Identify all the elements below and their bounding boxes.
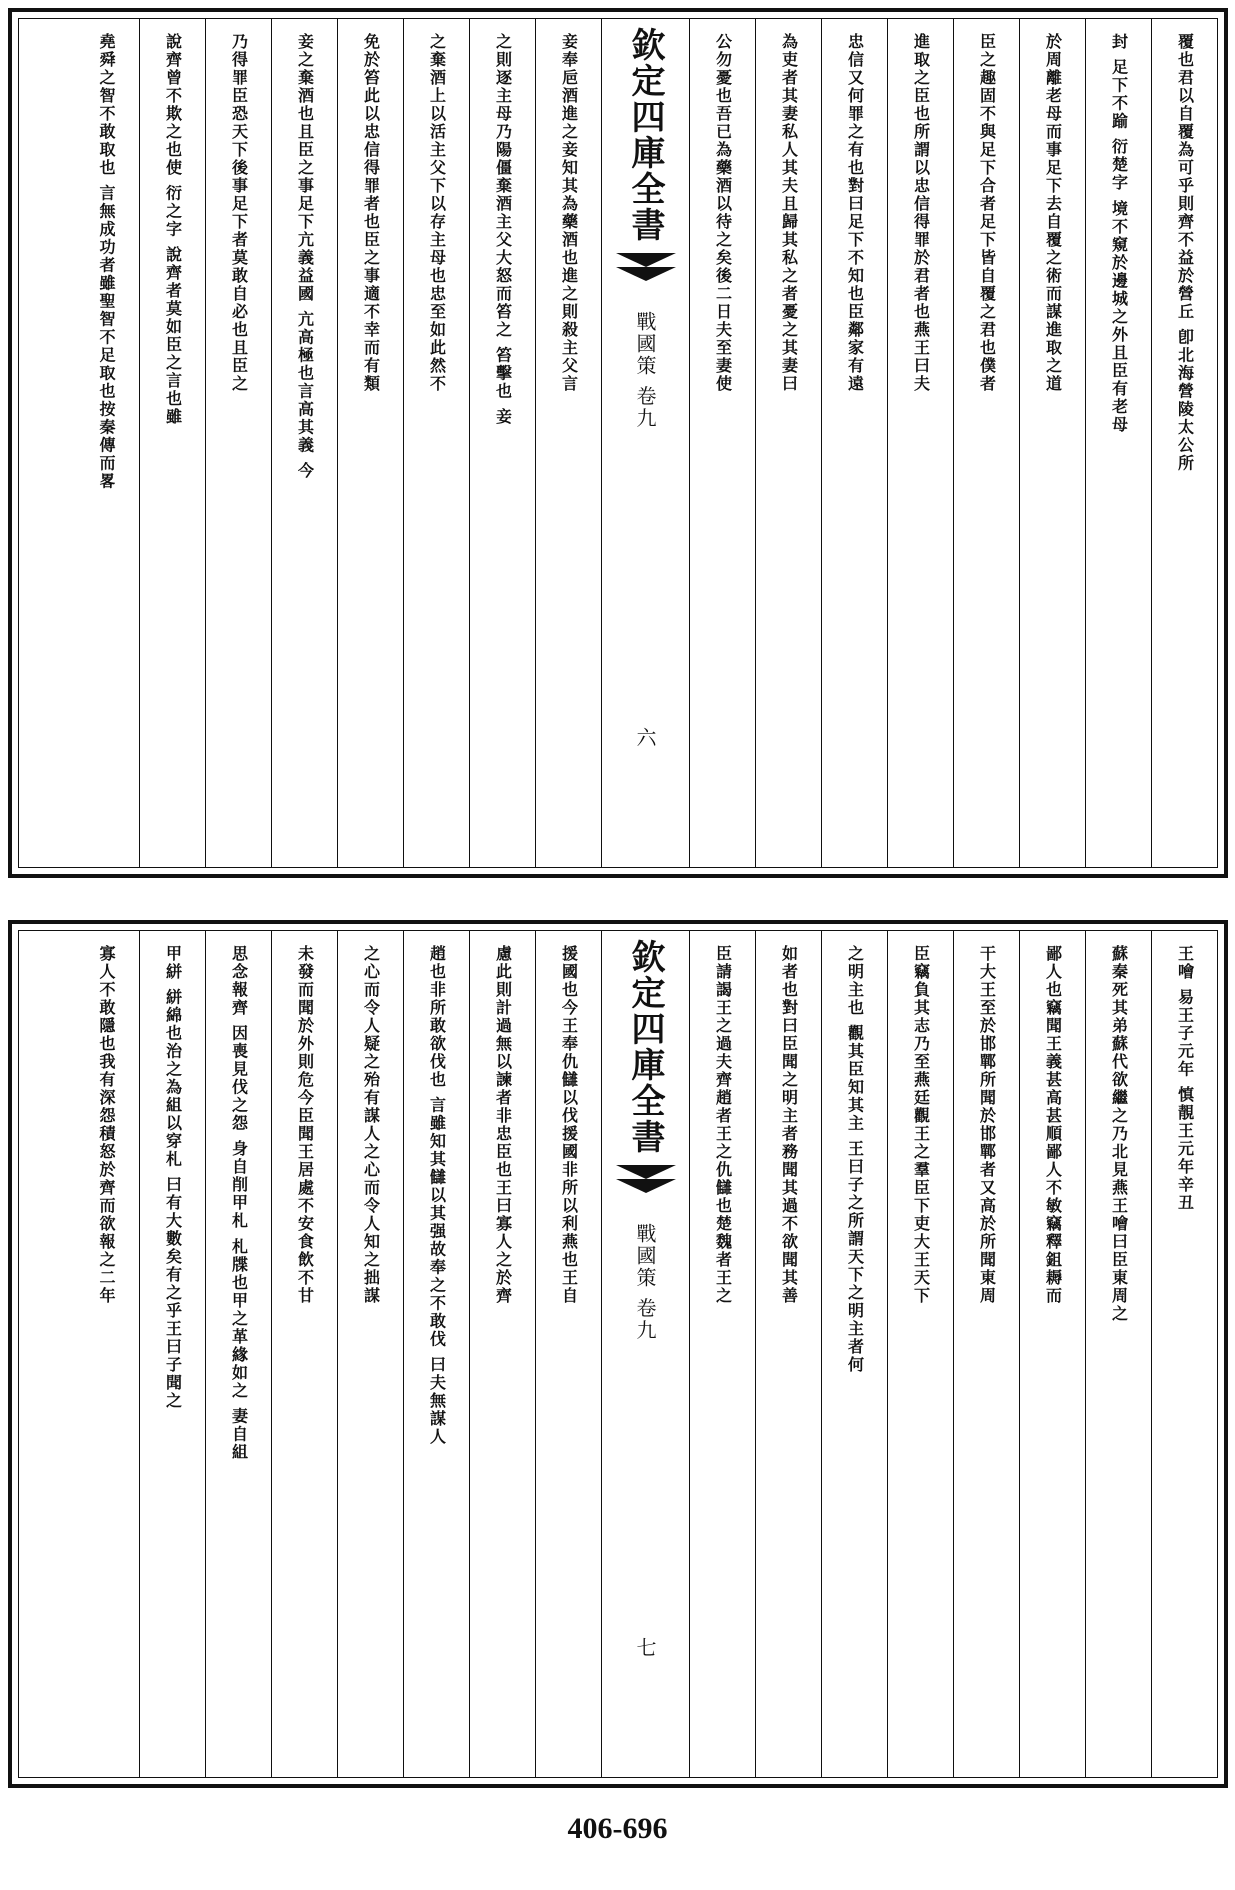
- text-column: 為吏者其妻私人其夫且歸其私之者憂之其妻曰: [755, 19, 821, 867]
- center-fold: [601, 931, 689, 1777]
- text-column: 免於笞此以忠信得罪者也臣之事適不幸而有類: [337, 19, 403, 867]
- chapter-label: 戰國策 卷九: [633, 311, 657, 430]
- chapter-label: 戰國策 卷九: [633, 1223, 657, 1342]
- upper-page: [8, 8, 1228, 878]
- text-column: 之棄酒上以活主父下以存主母也忠至如此然不: [403, 19, 469, 867]
- text-column: 妾之棄酒也且臣之事足下亢義益國 亢高極也言高其義 今: [271, 19, 337, 867]
- text-column: 公勿憂也吾已為藥酒以待之矣後二日夫至妻使: [689, 19, 755, 867]
- center-fold: [601, 19, 689, 867]
- text-column: 忠信又何罪之有也對曰足下不知也臣鄰家有遠: [821, 19, 887, 867]
- text-column: 未發而聞於外則危今臣聞王居處不安食飲不甘: [271, 931, 337, 1777]
- text-column: 進取之臣也所謂以忠信得罪於君者也燕王曰夫: [887, 19, 953, 867]
- text-column: 乃得罪臣恐天下後事足下者莫敢自必也且臣之: [205, 19, 271, 867]
- book-title: 欽定四庫全書: [625, 939, 665, 1155]
- text-column: 王噲 易王子元年 慎靚王元年辛丑: [1151, 931, 1217, 1777]
- text-column: 之心而令人疑之殆有謀人之心而令人知之拙謀: [337, 931, 403, 1777]
- text-column: 說齊曾不欺之也使 衍之字 說齊者莫如臣之言也雖: [139, 19, 205, 867]
- text-column: 之明主也 觀其臣知其主 王曰子之所謂天下之明主者何: [821, 931, 887, 1777]
- text-column: 慮此則計過無以諫者非忠臣也王曰寡人之於齊: [469, 931, 535, 1777]
- upper-page-grid: [18, 18, 1218, 868]
- text-column: 蘇秦死其弟蘇代欲繼之乃北見燕王噲曰臣東周之: [1085, 931, 1151, 1777]
- book-title: 欽定四庫全書: [625, 27, 665, 243]
- text-column: 妾奉巵酒進之妾知其為藥酒也進之則殺主父言: [535, 19, 601, 867]
- page-reference-number: 406-696: [567, 1812, 668, 1845]
- folio-number: 七: [633, 1637, 657, 1657]
- fishtail-mark-icon: [616, 253, 676, 281]
- lower-page: [8, 920, 1228, 1788]
- text-column: 甲絣 絣綿也治之為組以穿札 曰有大數矣有之乎王曰子聞之: [139, 931, 205, 1777]
- text-column: 封 足下不踰 衍楚字 境不窺於邊城之外且臣有老母: [1085, 19, 1151, 867]
- fishtail-mark-icon: [616, 1165, 676, 1193]
- text-column: 援國也今王奉仇讎以伐援國非所以利燕也王自: [535, 931, 601, 1777]
- text-column: 臣請謁王之過夫齊趙者王之仇讎也楚魏者王之: [689, 931, 755, 1777]
- folio-number: 六: [633, 727, 657, 747]
- text-column: 覆也君以自覆為可乎則齊不益於營丘 卽北海營陵太公所: [1151, 19, 1217, 867]
- text-column: 干大王至於邯鄲所聞於邯鄲者又高於所聞東周: [953, 931, 1019, 1777]
- text-column: 如者也對曰臣聞之明主者務聞其過不欲聞其善: [755, 931, 821, 1777]
- lower-page-grid: [18, 930, 1218, 1778]
- text-column: 臣之趣固不與足下合者足下皆自覆之君也僕者: [953, 19, 1019, 867]
- text-column: 堯舜之智不敢取也 言無成功者雖聖智不足取也按秦傳而畧: [97, 33, 116, 491]
- text-column: 鄙人也竊聞王義甚高甚順鄙人不敏竊釋鉏耨而: [1019, 931, 1085, 1777]
- text-column: 臣竊負其志乃至燕廷觀王之羣臣下吏大王天下: [887, 931, 953, 1777]
- text-column: 於周離老母而事足下去自覆之術而謀進取之道: [1019, 19, 1085, 867]
- text-column: 之則逐主母乃陽僵棄酒主父大怒而笞之 笞擊也 妾: [469, 19, 535, 867]
- text-column: 寡人不敢隱也我有深怨積怒於齊而欲報之二年: [97, 945, 116, 1305]
- text-column: 思念報齊 因喪見伐之怨 身自削甲札 札牒也甲之革緣如之 妻自組: [205, 931, 271, 1777]
- text-column: 趙也非所敢欲伐也 言雖知其讎以其强故奉之不敢伐 曰夫無謀人: [403, 931, 469, 1777]
